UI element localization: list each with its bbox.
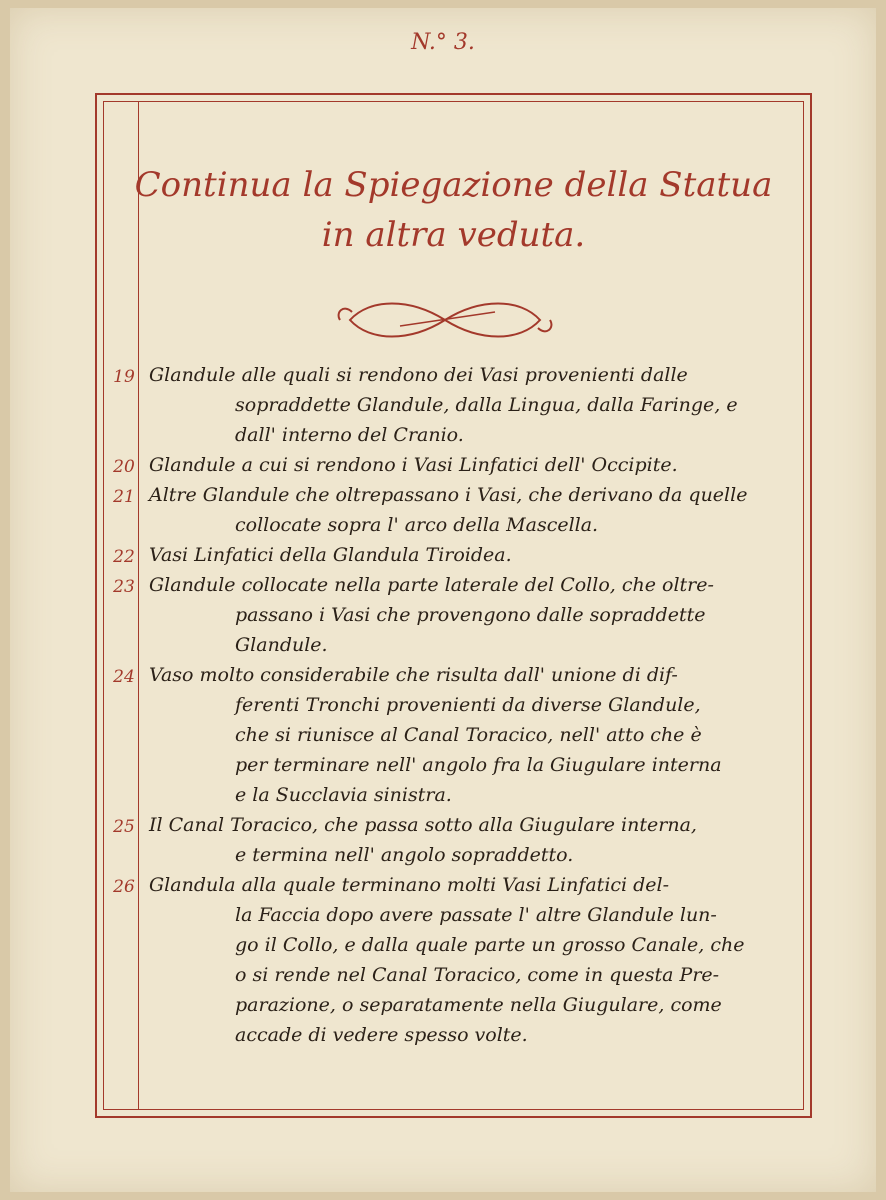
entry-text-line: collocate sopra l' arco della Mascella. <box>235 514 599 536</box>
entry-text-line: accade di vedere spesso volte. <box>235 1024 528 1046</box>
entry-number: 25 <box>113 817 135 837</box>
entry-number: 23 <box>113 577 135 597</box>
entry-text-line: go il Collo, e dalla quale parte un grosso Canale, che <box>235 934 745 956</box>
entry-text-line: Vaso molto considerabile che risulta dall' unione di dif- <box>149 664 678 686</box>
entry-text-line: Glandule. <box>235 634 328 656</box>
explanation-list <box>103 360 804 1050</box>
entry-text-line: Glandule a cui si rendono i Vasi Linfatici dell' Occipite. <box>149 454 678 476</box>
entry-text-line: Altre Glandule che oltrepassano i Vasi, che derivano da quelle <box>149 484 748 506</box>
entry-text-line: sopraddette Glandule, dalla Lingua, dalla Faringe, e <box>235 394 738 416</box>
flourish-ornament <box>330 290 560 350</box>
entry-text-line: Glandula alla quale terminano molti Vasi Linfatici del- <box>149 874 670 896</box>
entry-text-line: passano i Vasi che provengono dalle sopraddette <box>235 604 706 626</box>
entry-number: 21 <box>113 487 135 507</box>
title-line-1: Continua la Spiegazione della Statua <box>134 165 773 205</box>
entry-number: 19 <box>113 367 135 387</box>
entry-21 <box>103 480 804 540</box>
entry-text-line: Glandule alle quali si rendono dei Vasi provenienti dalle <box>149 364 688 386</box>
entry-20 <box>103 450 804 480</box>
entry-number: 26 <box>113 877 135 897</box>
entry-text-line: che si riunisce al Canal Toracico, nell' atto che è <box>235 724 702 746</box>
entry-22 <box>103 540 804 570</box>
entry-text-line: parazione, o separatamente nella Giugulare, come <box>235 994 722 1016</box>
entry-text-line: o si rende nel Canal Toracico, come in questa Pre- <box>235 964 720 986</box>
entry-text-line: per terminare nell' angolo fra la Giugulare interna <box>235 754 722 776</box>
title-line-2: in altra veduta. <box>321 215 586 255</box>
entry-text-line: e la Succlavia sinistra. <box>235 784 452 806</box>
entry-text-line: dall' interno del Cranio. <box>235 424 464 446</box>
entry-text-line: Vasi Linfatici della Glandula Tiroidea. <box>149 544 512 566</box>
entry-text-line: la Faccia dopo avere passate l' altre Glandule lun- <box>235 904 717 926</box>
entry-text-line: ferenti Tronchi provenienti da diverse Glandule, <box>235 694 701 716</box>
page-number: N.° 3. <box>411 30 475 55</box>
entry-text-line: Glandule collocate nella parte laterale del Collo, che oltre- <box>149 574 714 596</box>
entry-number: 24 <box>113 667 135 687</box>
entry-text-line: e termina nell' angolo sopraddetto. <box>235 844 574 866</box>
entry-text-line: Il Canal Toracico, che passa sotto alla Giugulare interna, <box>149 814 697 836</box>
entry-number: 22 <box>113 547 135 567</box>
entry-23 <box>103 570 804 660</box>
entry-19 <box>103 360 804 450</box>
page-title <box>103 160 804 260</box>
entry-26 <box>103 870 804 1050</box>
entry-number: 20 <box>113 457 135 477</box>
entry-24 <box>103 660 804 810</box>
entry-25 <box>103 810 804 870</box>
